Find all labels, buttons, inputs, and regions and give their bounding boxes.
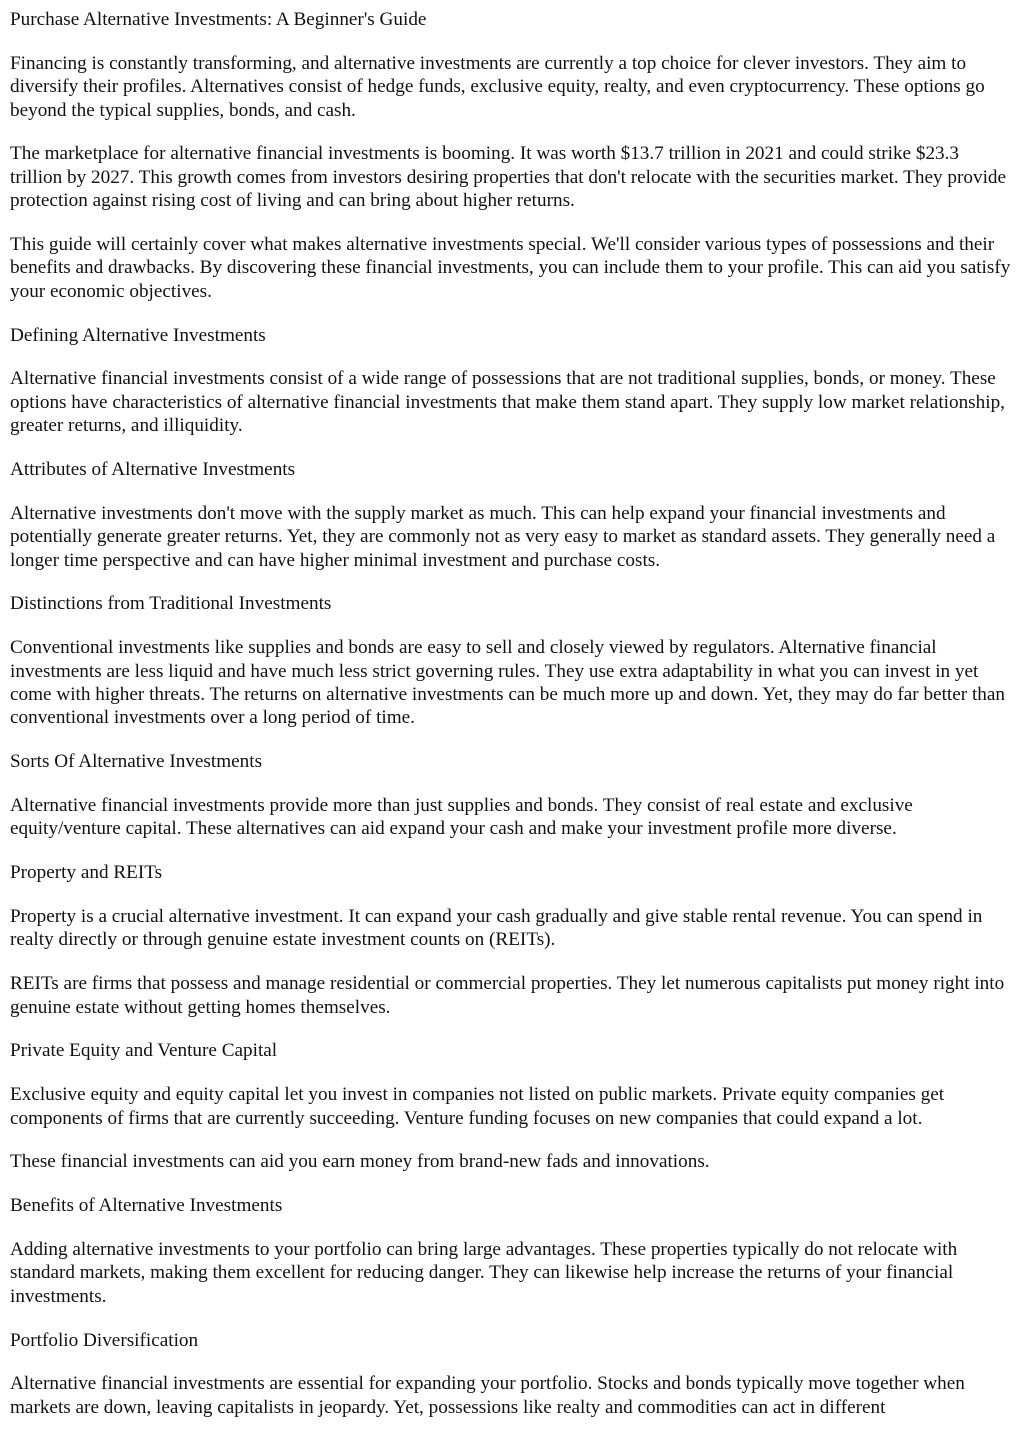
paragraph-private-equity-1: Exclusive equity and equity capital let you invest in companies not listed on public markets. Private equity companies get components of firms that are currently succeeding. Venture funding focuses on new companies that could expand a lot. <box>10 1084 945 1129</box>
heading-private-equity: Private Equity and Venture Capital <box>10 1040 278 1062</box>
heading-defining: Defining Alternative Investments <box>10 324 266 346</box>
document-title: Purchase Alternative Investments: A Beginner's Guide <box>10 9 427 30</box>
intro-paragraph-1: Financing is constantly transforming, and alternative investments are currently a top choice for clever investors. They aim to diversify their profiles. Alternatives consist of hedge funds, exclusive equity, realty, and even cryptocurrency. These options go beyond the typical supplies, bonds, and cash. <box>10 52 985 121</box>
paragraph-private-equity-2: These financial investments can aid you earn money from brand-new fads and innovations. <box>10 1151 710 1173</box>
heading-attributes: Attributes of Alternative Investments <box>10 459 296 481</box>
intro-paragraph-3: This guide will certainly cover what makes alternative investments special. We'll consider various types of possessions and their benefits and drawbacks. By discovering these financial investments, you can include them to your profile. This can aid you satisfy your economic objectives. <box>10 234 1011 302</box>
paragraph-distinctions: Conventional investments like supplies and bonds are easy to sell and closely viewed by regulators. Alternative financial investments are less liquid and have much less strict governing rules. They use extra adaptability in what you can invest in yet come with higher threats. The returns on alternative investments can be much more up and down. Yet, they may do far better than conventional investments over a long period of time. <box>10 637 1005 729</box>
heading-distinctions: Distinctions from Traditional Investments <box>10 593 332 615</box>
heading-portfolio-diversification: Portfolio Diversification <box>10 1329 199 1351</box>
heading-sorts: Sorts Of Alternative Investments <box>10 751 263 773</box>
paragraph-sorts: Alternative financial investments provide more than just supplies and bonds. They consist of real estate and exclusive equity/venture capital. These alternatives can aid expand your cash and make your investment profile more diverse. <box>10 795 913 840</box>
heading-benefits: Benefits of Alternative Investments <box>10 1195 283 1217</box>
paragraph-portfolio-diversification: Alternative financial investments are essential for expanding your portfolio. Stocks and bonds typically move together when markets are down, leaving capitalists in jeopardy. Yet, possessions like realty and commodities can act in different <box>10 1373 965 1418</box>
paragraph-defining: Alternative financial investments consist of a wide range of possessions that are not traditional supplies, bonds, or money. These options have characteristics of alternative financial investments that make them stand apart. They supply low market relationship, greater returns, and illiquidity. <box>10 368 1005 437</box>
paragraph-property-1: Property is a crucial alternative investment. It can expand your cash gradually and give stable rental revenue. You can spend in realty directly or through genuine estate investment counts on (REITs). <box>10 906 983 951</box>
heading-property: Property and REITs <box>10 862 163 884</box>
paragraph-attributes: Alternative investments don't move with the supply market as much. This can help expand your financial investments and potentially generate greater returns. Yet, they are commonly not as very easy to market as standard assets. They generally need a longer time perspective and can have higher minimal investment and purchase costs. <box>10 502 996 571</box>
intro-paragraph-2: The marketplace for alternative financial investments is booming. It was worth $13.7 trillion in 2021 and could strike $23.3 trillion by 2027. This growth comes from investors desiring properties that don't relocate with the securities market. They provide protection against rising cost of living and can bring about higher returns. <box>10 143 1007 212</box>
document-body <box>10 8 1014 1419</box>
paragraph-property-2: REITs are firms that possess and manage residential or commercial properties. They let numerous capitalists put money right into genuine estate without getting homes themselves. <box>10 973 1005 1018</box>
paragraph-benefits: Adding alternative investments to your portfolio can bring large advantages. These properties typically do not relocate with standard markets, making them excellent for reducing danger. They can likewise help increase the returns of your financial investments. <box>10 1239 958 1307</box>
